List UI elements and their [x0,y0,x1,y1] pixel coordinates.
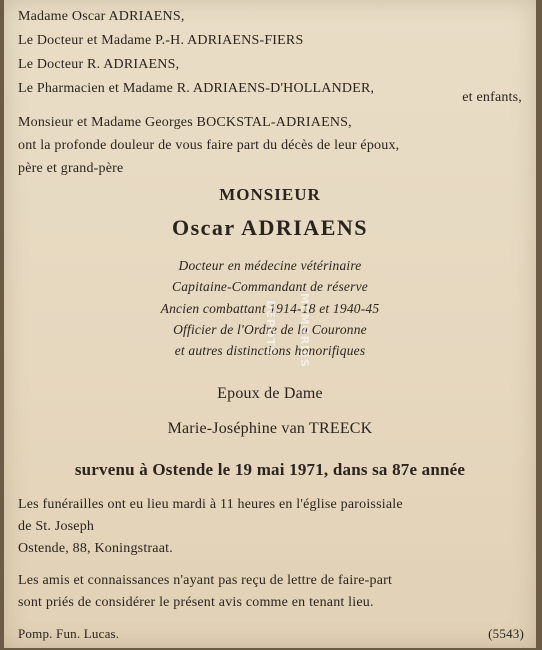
watermark-line-2: DEPOTS [264,300,277,356]
spouse-intro: Epoux de Dame [217,385,323,402]
watermark-stamp [221,293,321,368]
family-line-4: Le Pharmacien et Madame R. ADRIAENS-D'HOLLANDER, [18,81,375,96]
funeral-line-3: Ostende, 88, Koningstraat. [18,541,173,556]
death-notice-card [4,0,536,648]
title-line-2: Capitaine-Commandant de réserve [172,279,368,294]
title-line-5: et autres distinctions honorifiques [174,343,366,358]
enfants-line: et enfants, [462,90,522,105]
funeral-line-1: Les funérailles ont eu lieu mardi à 11 heures en l'église paroissiale [18,497,403,512]
title-line-4: Officier de l'Ordre de la Couronne [173,322,367,337]
spouse-name: Marie-Joséphine van TREECK [167,420,373,437]
title-line-3: Ancien combattant 1914-18 et 1940-45 [160,301,380,316]
watermark-line-1: MEMORIES [298,293,311,368]
announce-line-3: père et grand-père [18,161,124,176]
notice-line-2: sont priés de considérer le présent avis comme en tenant lieu. [18,595,374,610]
death-statement: survenu à Ostende le 19 mai 1971, dans sa 87e année [74,460,466,479]
family-line-1: Madame Oscar ADRIAENS, [18,9,185,24]
notice-line-1: Les amis et connaissances n'ayant pas reçu de lettre de faire-part [18,573,393,588]
family-line-2: Le Docteur et Madame P.-H. ADRIAENS-FIERS [18,33,304,48]
undertaker: Pomp. Fun. Lucas. [18,626,120,641]
deceased-name: Oscar ADRIAENS [171,215,368,240]
monsieur-heading: MONSIEUR [219,185,321,204]
announce-line-2: ont la profonde douleur de vous faire part du décès de leur époux, [18,138,400,153]
funeral-line-2: de St. Joseph [18,519,95,534]
family-line-3: Le Docteur R. ADRIAENS, [18,57,180,72]
title-line-1: Docteur en médecine vétérinaire [178,258,362,273]
announce-line-1: Monsieur et Madame Georges BOCKSTAL-ADRIAENS, [18,115,352,130]
reference-number: (5543) [488,626,524,641]
